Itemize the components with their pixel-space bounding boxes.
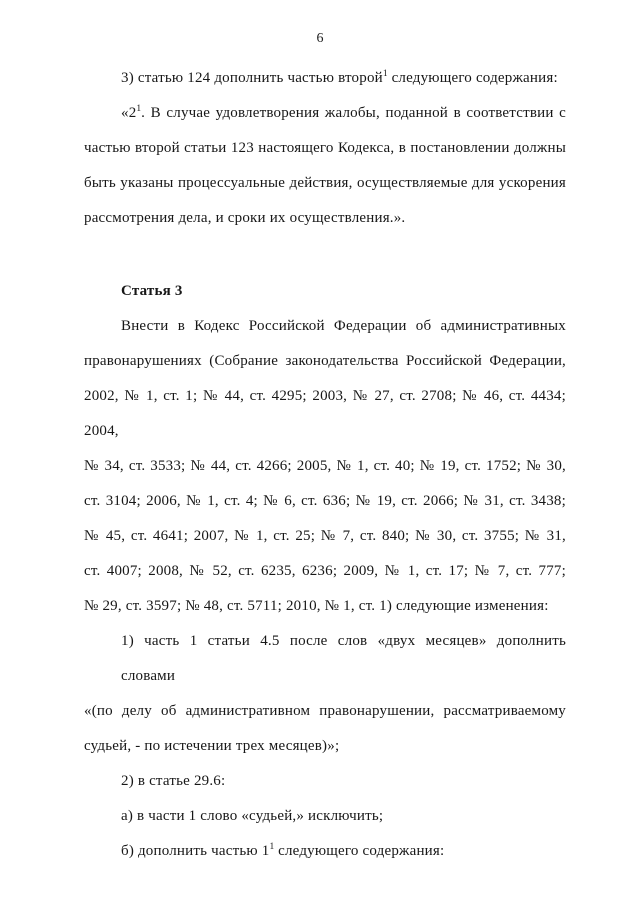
text-segment: следующего содержания: (387, 70, 558, 86)
text-segment: «2 (121, 105, 137, 121)
citation-line: № 29, ст. 3597; № 48, ст. 5711; 2010, № 1, ст. 1) следующие изменения: (84, 598, 549, 614)
text-segment: 3) статью 124 дополнить частью второй (121, 70, 383, 86)
text-segment: . В случае удовлетворения жалобы, поданной в соответствии с (141, 105, 566, 121)
amendment-item-3-line (84, 61, 566, 96)
quoted-provision-line (84, 96, 566, 131)
citation-line: Внести в Кодекс Российской Федерации об административных (121, 318, 566, 334)
text-segment: следующего содержания: (274, 843, 445, 859)
citation-line: правонарушениях (Собрание законодательства Российской Федерации, (84, 353, 566, 369)
amendment-item-1-line: судьей, - по истечении трех месяцев)»; (84, 738, 340, 754)
quoted-provision-line: рассмотрения дела, и сроки их осуществления.». (84, 210, 406, 226)
citation-line: 2002, № 1, ст. 1; № 44, ст. 4295; 2003, № 27, ст. 2708; № 46, ст. 4434; 2004, (84, 388, 566, 439)
citation-line: № 34, ст. 3533; № 44, ст. 4266; 2005, № 1, ст. 40; № 19, ст. 1752; № 30, (84, 458, 566, 474)
amendment-item-1-line: 1) часть 1 статьи 4.5 после слов «двух месяцев» дополнить словами (121, 633, 566, 684)
superscript-index: 1 (136, 104, 142, 114)
quoted-provision-line: быть указаны процессуальные действия, осуществляемые для ускорения (84, 175, 566, 191)
superscript-index: 1 (269, 842, 275, 852)
document-body (84, 61, 566, 869)
quoted-provision-line: частью второй статьи 123 настоящего Кодекса, в постановлении должны (84, 140, 566, 156)
citation-line: ст. 4007; 2008, № 52, ст. 6235, 6236; 2009, № 1, ст. 17; № 7, ст. 777; (84, 563, 566, 579)
citation-line: № 45, ст. 4641; 2007, № 1, ст. 25; № 7, ст. 840; № 30, ст. 3755; № 31, (84, 528, 566, 544)
citation-line: ст. 3104; 2006, № 1, ст. 4; № 6, ст. 636; № 19, ст. 2066; № 31, ст. 3438; (84, 493, 566, 509)
text-segment: б) дополнить частью 1 (121, 843, 270, 859)
amendment-subitem-b-line (84, 834, 566, 869)
page-number: 6 (316, 31, 324, 46)
amendment-item-1-line: «(по делу об административном правонарушении, рассматриваемому (84, 703, 566, 719)
amendment-item-2-line: 2) в статье 29.6: (121, 773, 226, 789)
article-heading: Статья 3 (121, 283, 183, 299)
amendment-subitem-a-line: а) в части 1 слово «судьей,» исключить; (121, 808, 384, 824)
superscript-index: 1 (382, 69, 388, 79)
